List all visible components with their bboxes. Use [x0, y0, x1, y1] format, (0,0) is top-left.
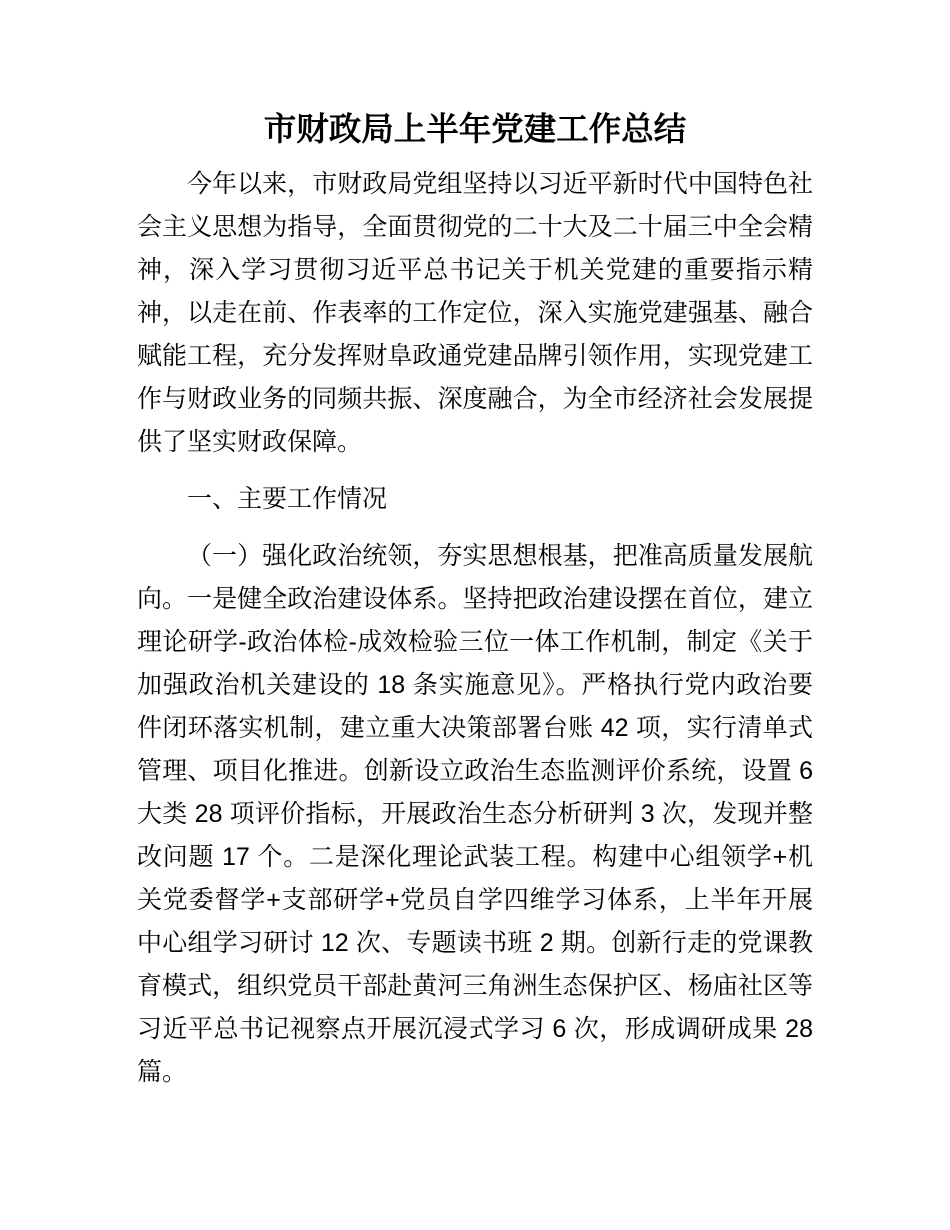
paragraph-section-one: （一）强化政治统领，夯实思想根基，把准高质量发展航向。一是健全政治建设体系。坚持把政治建设摆在首位，建立理论研学-政治体检-成效检验三位一体工作机制，制定《关于加强政治机关建设的 18 条实施意见》。严格执行党内政治要件闭环落实机制，建立重大决策部署台账 42 项，实行清单式管理、项目化推进。创新设立政治生态监测评价系统，设置 6 大类 28 项评价指标，开展政治生态分析研判 3 次，发现并整改问题 17 个。二是深化理论武装工程。构建中心组领学+机关党委督学+支部研学+党员自学四维学习体系，上半年开展中心组学习研讨 12 次、专题读书班 2 期。创新行走的党课教育模式，组织党员干部赴黄河三角洲生态保护区、杨庙社区等习近平总书记视察点开展沉浸式学习 6 次，形成调研成果 28 篇。 [137, 542, 813, 1086]
section-heading-main-work: 一、主要工作情况 [187, 485, 388, 513]
document-title: 市财政局上半年党建工作总结 [263, 111, 687, 147]
paragraph-intro: 今年以来，市财政局党组坚持以习近平新时代中国特色社会主义思想为指导，全面贯彻党的二十大及二十届三中全会精神，深入学习贯彻习近平总书记关于机关党建的重要指示精神，以走在前、作表率的工作定位，深入实施党建强基、融合赋能工程，充分发挥财阜政通党建品牌引领作用，实现党建工作与财政业务的同频共振、深度融合，为全市经济社会发展提供了坚实财政保障。 [137, 170, 813, 456]
